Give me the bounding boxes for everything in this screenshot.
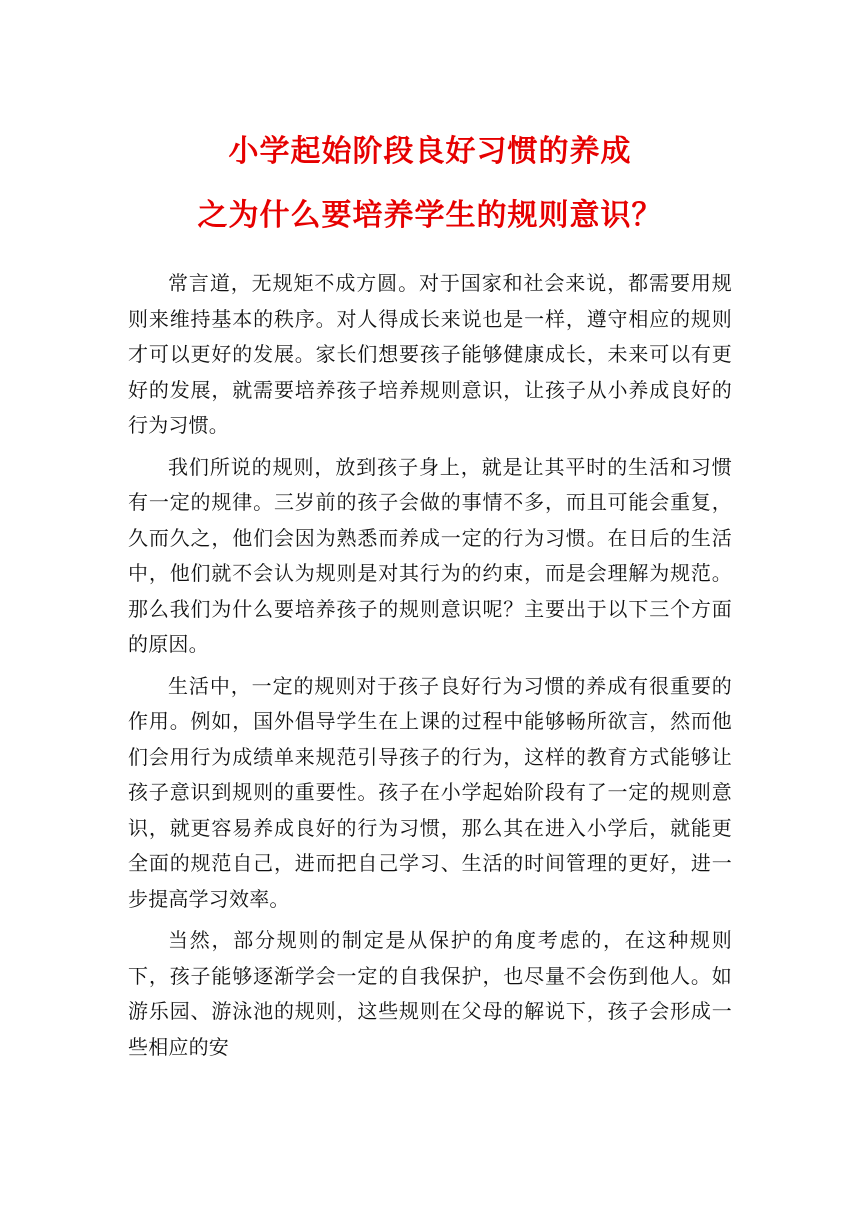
paragraph-4: 当然，部分规则的制定是从保护的角度考虑的，在这种规则下，孩子能够逐渐学会一定的自我保护，也尽量不会伤到他人。如游乐园、游泳池的规则，这些规则在父母的解说下，孩子会形成一些相应的安 [128,928,732,1059]
document-body [128,266,732,1071]
document-title-line-1: 小学起始阶段良好习惯的养成 [228,134,632,169]
paragraph-1: 常言道，无规矩不成方圆。对于国家和社会来说，都需要用规则来维持基本的秩序。对人得成长来说也是一样，遵守相应的规则才可以更好的发展。家长们想要孩子能够健康成长，未来可以有更好的发展，就需要培养孩子培养规则意识，让孩子从小养成良好的行为习惯。 [128,271,732,437]
document-title-line-2: 之为什么要培养学生的规则意识？ [197,198,663,233]
paragraph-2: 我们所说的规则，放到孩子身上，就是让其平时的生活和习惯有一定的规律。三岁前的孩子会做的事情不多，而且可能会重复，久而久之，他们会因为熟悉而养成一定的行为习惯。在日后的生活中，他们就不会认为规则是对其行为的约束，而是会理解为规范。那么我们为什么要培养孩子的规则意识呢？主要出于以下三个方面的原因。 [128,454,732,656]
paragraph-3: 生活中，一定的规则对于孩子良好行为习惯的养成有很重要的作用。例如，国外倡导学生在上课的过程中能够畅所欲言，然而他们会用行为成绩单来规范引导孩子的行为，这样的教育方式能够让孩子意识到规则的重要性。孩子在小学起始阶段有了一定的规则意识，就更容易养成良好的行为习惯，那么其在进入小学后，就能更全面的规范自己，进而把自己学习、生活的时间管理的更好，进一步提高学习效率。 [128,673,732,911]
